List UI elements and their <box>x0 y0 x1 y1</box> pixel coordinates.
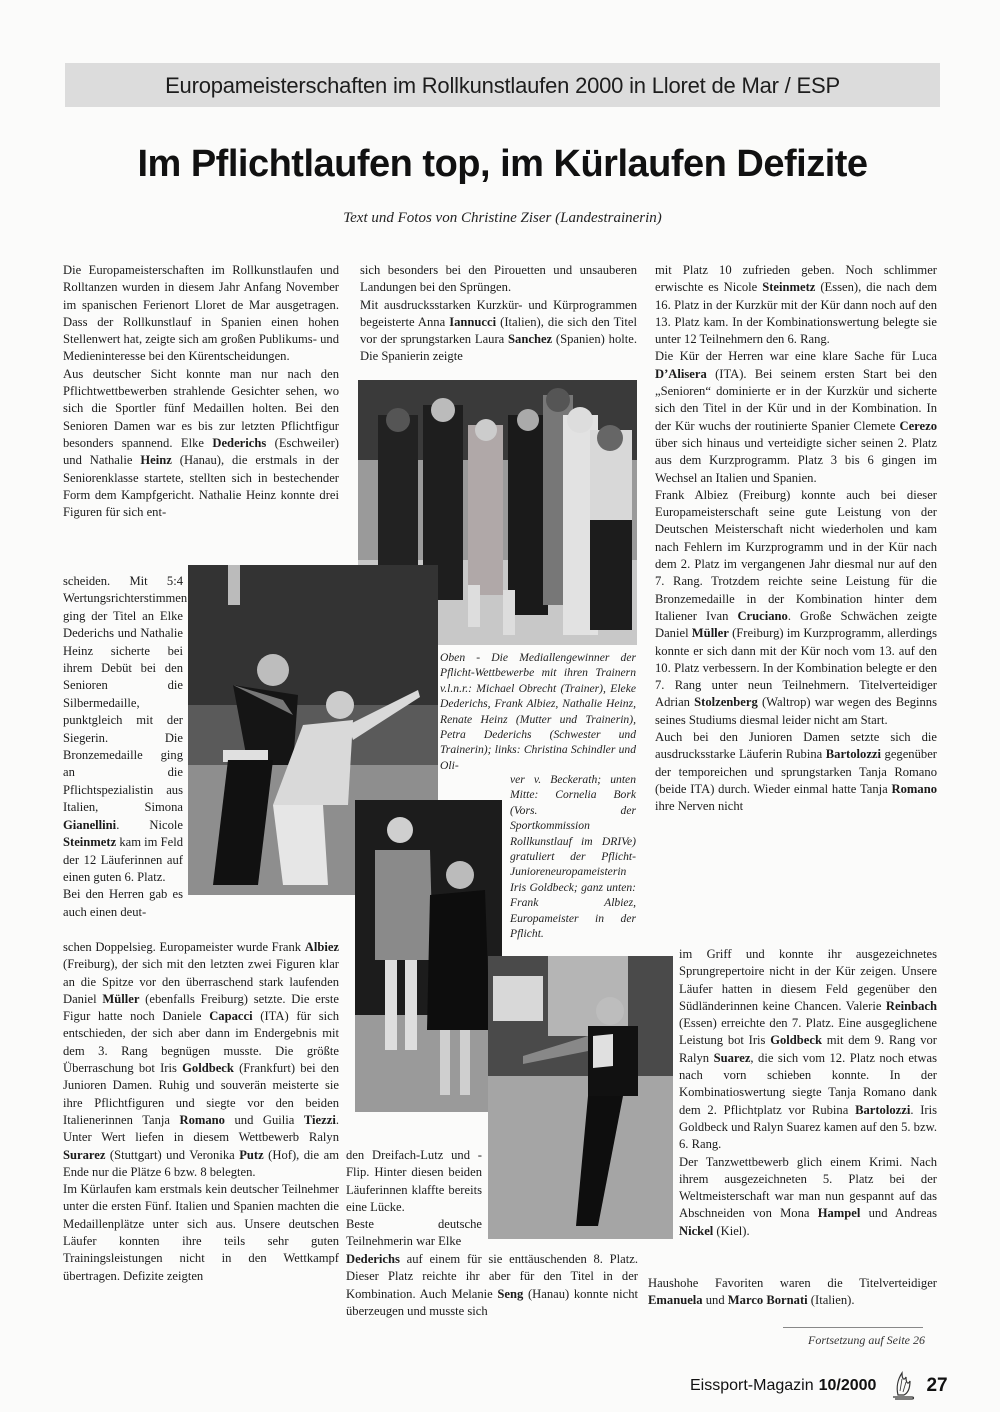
photo-caption-top: Oben - Die Mediallengewinner der Pflicht-Wettbewerbe mit ihren Trainern v.l.n.r.: Michael Obrecht (Trainer), Eleke Dederichs, Frank Albiez, Nathalie Heinz, Renate Heinz (Mutter und Trainerin), Petra Dederichs (Schwester und Trainerin); links: Christina Schindler und Oli- <box>440 651 636 772</box>
paragraph: sich besonders bei den Pirouetten und unsauberen Landungen bei den Sprüngen. <box>360 263 637 295</box>
column-3-narrow <box>679 946 937 1240</box>
page-number: 27 <box>926 1375 948 1396</box>
paragraph: Die Kür der Herren war eine klare Sache für Luca D’Alisera (ITA). Bei seinem ersten Start bei den „Senioren“ dominierte er in der Kurzkür und sicherte sich den Titel in der Kür und in der Kombination. In der Kür wuchs der routinierte Spanier Clemete Cerezo über sich hinaus und verteidigte sicher seinen 2. Platz aus dem Kurzprogramm. Platz 3 bis 6 gingen im Wechsel an Italien und Spanien. <box>655 349 937 485</box>
issue-number: 10/2000 <box>818 1377 877 1394</box>
paragraph: scheiden. Mit 5:4 Wertungsrichterstimmen ging der Titel an Elke Dederichs und Nathalie Heinz sicherte bei ihrem Debüt bei den Senioren die Silbermedaille, punktgleich mit der Siegerin. Die Bronzemedaille ging an die Pflichtspezialistin aus Italien, Simona Gianellini. Nicole Steinmetz kam im Feld der 12 Läuferinnen auf einen guten 6. Platz. <box>63 574 188 884</box>
paragraph: Die Europameisterschaften im Rollkunstlaufen und Rolltanzen wurden in diesem Jahr Anfang November im spanischen Ferienort Lloret de Mar ausgetragen. Dass der Rollkunstlauf in Spanien einen hohen Stellenwert hat, zeigte sich am großen Publikums- und Medieninteresse bei den Kürentscheidungen. <box>63 263 339 364</box>
skate-wing-icon <box>890 1371 916 1401</box>
article-headline: Im Pflichtlaufen top, im Kürlaufen Defizite <box>137 143 868 185</box>
continuation-note[interactable]: Fortsetzung auf Seite 26 <box>808 1333 925 1347</box>
paragraph: Auch bei den Junioren Damen setzte sich die ausdrucksstarke Läuferin Rubina Bartolozzi gegenüber der temporeichen und sprungstarken Tanja Romano (beide ITA) durch. Wieder einmal hatte Tanja Romano ihre Nerven nicht <box>655 730 937 814</box>
article-byline: Text und Fotos von Christine Ziser (Landestrainerin) <box>343 210 662 226</box>
paragraph: Aus deutscher Sicht konnte man nur nach den Pflichtwettbewerben strahlende Gesichter sehen, wo sich die Sportler fünf Medaillen holten. Bei den Senioren Damen war es bis zur letzten Pflichtfigur besonders spannend. Elke Dederichs (Eschweiler) und Nathalie Heinz (Hanau), die erstmals in der Seniorenklasse startete, stellten sich in bestechender Form dem Kampfgericht. Nathalie Heinz konnte drei Figuren für sich ent- <box>63 366 339 520</box>
column-1-bottom <box>63 939 339 1285</box>
paragraph: Bei den Herren gab es auch einen deut- <box>63 887 183 919</box>
paragraph: mit Platz 10 zufrieden geben. Noch schlimmer erwischte es Nicole Steinmetz (Essen), die nach dem 16. Platz in der Kurzkür mit der Kür dann noch auf den 13. Platz kam. In der Kombinationswertung belegte sie unter 12 Teilnehmern den 6. Rang. <box>655 263 937 347</box>
photo-cornelia-bork-iris-goldbeck <box>355 800 502 1112</box>
column-2-top <box>360 262 637 366</box>
continuation-rule <box>783 1327 923 1328</box>
column-3-top <box>655 262 937 816</box>
paragraph: im Griff und konnte ihr ausgezeichnetes Sprungrepertoire nicht in der Kür zeigen. Unsere Läufer hatten in diesem Feld gegenüber den Südländerinnen keine Chancen. Valerie Reinbach (Essen) erreichte den 7. Platz. Eine ausgeglichene Leistung bot Iris Goldbeck mit dem 9. Rang vor Ralyn Suarez, die sich vom 12. Platz noch etwas nach vorn schieben konnte. In der Kombinatioswertung siegte Tanja Romano dank dem 2. Pflichtplatz vor Rubina Bartolozzi. Iris Goldbeck und Ralyn Suarez kamen auf den 5. bzw. 6. Rang. <box>679 947 938 1152</box>
paragraph: schen Doppelsieg. Europameister wurde Frank Albiez (Freiburg), der sich mit den letzten zwei Figuren klar an die Spitze vor den überraschend stark laufenden Daniel Müller (ebenfalls Freiburg) setzte. Die erste Figur hatte noch Daniele Capacci (ITA) für sich entschieden, der sich aber dann im Endergebnis mit dem 3. Rang begnügen musste. Die größte Überraschung bot Iris Goldbeck (Frankfurt) bei den Junioren Damen. Ruhig und souverän meisterte sie ihre Pflichtfiguren und siegte vor den beiden Italienerinnen Tanja Romano und Guilia Tiezzi. Unter Wert liefen in diesem Wettbewerb Ralyn Surarez (Stuttgart) und Veronika Putz (Hof), die am Ende nur die Plätze 6 bzw. 8 belegten. <box>63 940 340 1179</box>
column-2-bottom-narrow <box>346 1147 482 1251</box>
paragraph: Dederichs auf einem für sie enttäuschenden 8. Platz. Dieser Platz reichte ihr aber für den Titel in der Kombination. Auch Melanie Seng (Hanau) konnte nicht überzeugen und musste sich <box>346 1252 638 1318</box>
photo-frank-albiez <box>488 956 673 1239</box>
section-kicker: Europameisterschaften im Rollkunstlaufen 2000 in Lloret de Mar / ESP <box>65 63 940 107</box>
paragraph: Frank Albiez (Freiburg) konnte auch bei dieser Europameisterschaft seine gute Leistung von der Deutschen Meisterschaft nicht wiederholen und kam nach Fehlern im Kurzprogramm und in der Kür nach dem 2. Platz im vergangenen Jahr diesmal nur auf den 7. Rang. Trotzdem reichte seine Leistung für die Bronzemedaille in der Kombination hinter dem Italiener Ivan Cruciano. Große Schwächen zeigte Daniel Müller (Freiburg) im Kurzprogramm, allerdings konnte er sich dann mit der Kür noch vom 13. auf den 10. Platz verbessern. In der Kombination belegte er den 7. Rang unter neun Teilnehmern. Titelverteidiger Adrian Stolzenberg (Waltrop) war wegen des Beginns seines Studiums diesmal leider nicht am Start. <box>655 487 938 727</box>
column-2-bottom-wide <box>346 1251 638 1320</box>
page-footer <box>690 1371 960 1401</box>
photo-caption-bottom: ver v. Beckerath; unten Mitte: Cornelia Bork (Vors. der Sportkommission Rollkunstlauf im DRIVe) gratuliert der Pflicht-Junioreneuropameisterin Iris Goldbeck; ganz unten: Frank Albiez, Europameister in der Pflicht. <box>510 773 636 941</box>
magazine-name: Eissport-Magazin <box>690 1377 814 1394</box>
paragraph: Im Kürlaufen kam erstmals kein deutscher Teilnehmer unter die ersten Fünf. Italien und Spanien machten die Medaillenplätze unter sich aus. Unsere deutschen Läufer konnten ihre teils sehr guten Trainingsleistungen nicht in den Wettkampf übertragen. Defizite zeigten <box>63 1182 339 1283</box>
paragraph: Beste deutsche Teilnehmerin war Elke <box>346 1217 482 1249</box>
column-1-top <box>63 262 339 521</box>
paragraph: Mit ausdrucksstarken Kurzkür- und Kürprogrammen begeisterte Anna Iannucci (Italien), die sich den Titel vor der sprungstarken Laura Sanchez (Spanien) holte. Die Spanierin zeigte <box>360 297 637 364</box>
paragraph: Der Tanzwettbewerb glich einem Krimi. Nach ihrem ausgezeichneten 5. Platz bei der Weltmeisterschaft war man nun gespannt auf das Abschneiden von Mona Hampel und Andreas Nickel (Kiel). <box>679 1154 937 1238</box>
column-3-bottom <box>648 1275 937 1310</box>
column-1-narrow <box>63 573 188 921</box>
paragraph: Haushohe Favoriten waren die Titelverteidiger Emanuela und Marco Bornati (Italien). <box>648 1276 937 1308</box>
paragraph: den Dreifach-Lutz und -Flip. Hinter diesen beiden Läuferinnen klaffte bereits eine Lücke. <box>346 1148 482 1214</box>
